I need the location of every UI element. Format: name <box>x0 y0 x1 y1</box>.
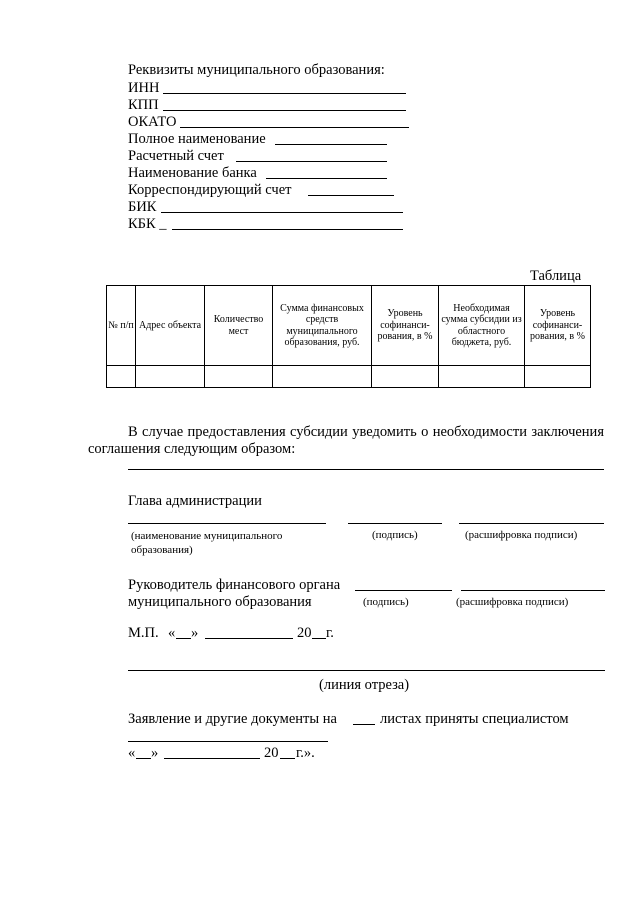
kbk-field[interactable] <box>172 229 403 230</box>
acceptance-year-prefix: 20 <box>264 745 279 761</box>
acceptance-text-end: листах приняты специалистом <box>380 711 569 727</box>
head-decode-caption: (расшифровка подписи) <box>465 529 578 541</box>
acceptance-specialist-field[interactable] <box>128 741 328 742</box>
bank-name-field[interactable] <box>266 178 387 179</box>
corr-account-field[interactable] <box>308 195 394 196</box>
bik-field[interactable] <box>161 212 403 213</box>
finance-title-1: Руководитель финансового органа <box>128 577 341 593</box>
finance-decode-field[interactable] <box>461 590 605 591</box>
cut-line <box>128 670 605 671</box>
date-close-quote: » <box>191 625 199 641</box>
head-sign-field[interactable] <box>348 523 442 524</box>
acceptance-year-field[interactable] <box>280 758 295 759</box>
bank-name-label: Наименование банка <box>128 165 257 181</box>
inn-label: ИНН <box>128 80 160 96</box>
acceptance-year-suffix: г.». <box>296 745 315 761</box>
inn-field[interactable] <box>163 93 406 94</box>
table-cell[interactable] <box>204 365 273 388</box>
kbk-label: КБК _ <box>128 216 167 232</box>
full-name-field[interactable] <box>275 144 387 145</box>
head-sign-caption: (подпись) <box>372 529 418 541</box>
account-label: Расчетный счет <box>128 148 224 164</box>
finance-sign-caption: (подпись) <box>363 596 409 608</box>
table-header-address: Адрес объекта <box>135 285 205 366</box>
cut-label: (линия отреза) <box>319 677 410 693</box>
table-cell[interactable] <box>524 365 591 388</box>
account-field[interactable] <box>236 161 387 162</box>
table-cell[interactable] <box>106 365 136 388</box>
date-open-quote: « <box>168 625 176 641</box>
okato-label: ОКАТО <box>128 114 177 130</box>
date-year-field[interactable] <box>312 638 326 639</box>
notice-field[interactable] <box>128 469 604 470</box>
full-name-label: Полное наименование <box>128 131 266 147</box>
date-day-field[interactable] <box>176 638 191 639</box>
kpp-field[interactable] <box>163 110 406 111</box>
table-cell[interactable] <box>135 365 205 388</box>
date-month-field[interactable] <box>205 638 293 639</box>
table-cell[interactable] <box>438 365 525 388</box>
okato-field[interactable] <box>180 127 409 128</box>
finance-sign-field[interactable] <box>355 590 452 591</box>
finance-decode-caption: (расшифровка подписи) <box>456 596 569 608</box>
head-name-field[interactable] <box>128 523 326 524</box>
bik-label: БИК <box>128 199 157 215</box>
notice-paragraph: В случае предоставления субсидии уведомить о необходимости заключения соглашения следующим образом: <box>88 424 604 457</box>
acceptance-pages-field[interactable] <box>353 724 375 725</box>
head-title: Глава администрации <box>128 493 262 509</box>
stamp-label: М.П. <box>128 625 159 641</box>
acceptance-date-open: « <box>128 745 136 761</box>
corr-account-label: Корреспондирующий счет <box>128 182 292 198</box>
date-year-prefix: 20 <box>297 625 312 641</box>
acceptance-month-field[interactable] <box>164 758 260 759</box>
table-cell[interactable] <box>371 365 439 388</box>
table-caption: Таблица <box>530 268 582 284</box>
table-cell[interactable] <box>272 365 372 388</box>
finance-title-2: муниципального образования <box>128 594 312 610</box>
table-header-cofinancing-1: Уровень софинанси-рования, в % <box>371 285 439 366</box>
table-header-places: Количество мест <box>204 285 273 366</box>
table-header-subsidy: Необходимая сумма субсидии из областного бюджета, руб. <box>438 285 525 366</box>
acceptance-text-start: Заявление и другие документы на <box>128 711 337 727</box>
requisites-title: Реквизиты муниципального образования: <box>128 62 385 78</box>
kpp-label: КПП <box>128 97 159 113</box>
acceptance-date-close: » <box>151 745 159 761</box>
table-header-number: № п/п <box>106 285 136 366</box>
table-header-cofinancing-2: Уровень софинанси-рования, в % <box>524 285 591 366</box>
head-decode-field[interactable] <box>459 523 604 524</box>
date-year-suffix: г. <box>326 625 334 641</box>
head-name-caption: (наименование муниципального образования) <box>131 530 283 556</box>
table-header-municipal-funds: Сумма финансовых средств муниципального образования, руб. <box>272 285 372 366</box>
acceptance-day-field[interactable] <box>136 758 151 759</box>
